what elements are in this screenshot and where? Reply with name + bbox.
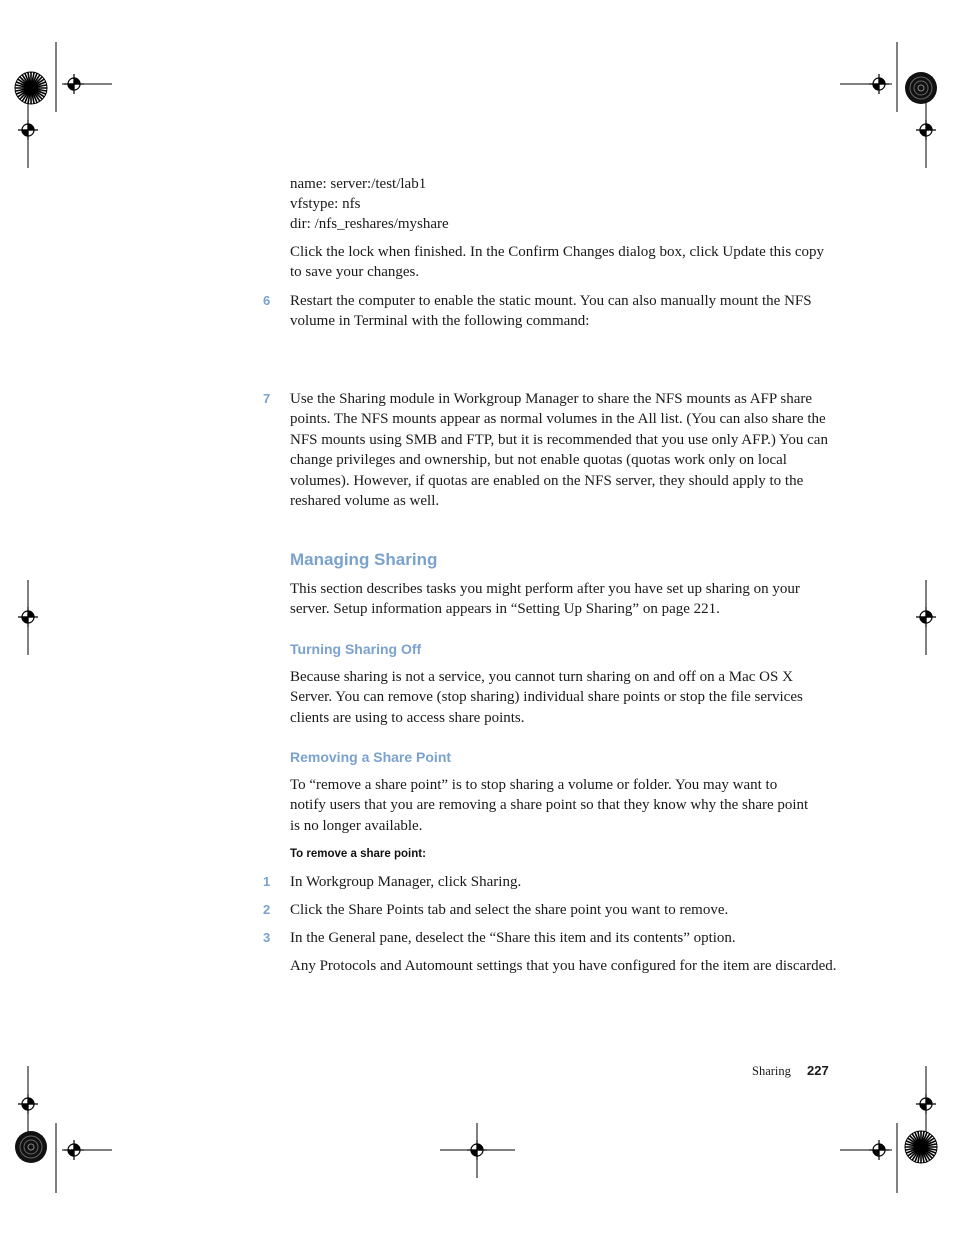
task-heading: To remove a share point: [290, 848, 426, 860]
step-text: Restart the computer to enable the static mount. You can also manually mount the NFS volume in Terminal with the following command: [290, 293, 812, 330]
step-number: 1 [263, 874, 271, 889]
step-text: Click the Share Points tab and select the share point you want to remove. [290, 902, 729, 918]
step-text: In the General pane, deselect the “Share this item and its contents” option. [290, 930, 736, 946]
subsection-heading: Removing a Share Point [290, 749, 452, 765]
step-text: In Workgroup Manager, click Sharing. [290, 874, 522, 890]
page-number: 227 [807, 1063, 829, 1078]
paragraph: To “remove a share point” is to stop sharing a volume or folder. You may want to notify users that you are removing a share point so that they know why the share point is no longer available. [290, 777, 809, 834]
code-line: vfstype: nfs [290, 196, 361, 212]
step-text: Use the Sharing module in Workgroup Manager to share the NFS mounts as AFP share points. The NFS mounts appear as normal volumes in the All list. (You can also share the NFS mounts using SMB and FTP, but it is recommended that you use only AFP.) You can change privileges and ownership, but not enable quotas (quotas work only on local volumes). However, if quotas are enabled on the NFS server, they should apply to the reshared volume as well. [290, 391, 828, 510]
paragraph-lock: Click the lock when finished. In the Confirm Changes dialog box, click Update this copy to save your changes. [290, 244, 825, 281]
section-intro: This section describes tasks you might perform after you have set up sharing on your server. Setup information appears in “Setting Up Sharing” on page 221. [290, 581, 800, 618]
step-number: 3 [263, 930, 271, 945]
closing-paragraph: Any Protocols and Automount settings that you have configured for the item are discarded. [290, 958, 837, 974]
step-number: 7 [263, 391, 271, 406]
step-number: 2 [263, 902, 271, 917]
section-heading: Managing Sharing [290, 550, 438, 569]
subsection-heading: Turning Sharing Off [290, 641, 422, 657]
code-line: dir: /nfs_reshares/myshare [290, 216, 449, 232]
step-number: 6 [263, 293, 271, 308]
paragraph: Because sharing is not a service, you cannot turn sharing on and off on a Mac OS X Server. You can remove (stop sharing) individual share points or stop the file services clients are using to access share points. [290, 669, 803, 726]
code-line: name: server:/test/lab1 [290, 176, 427, 192]
footer-section-name: Sharing [752, 1064, 791, 1078]
